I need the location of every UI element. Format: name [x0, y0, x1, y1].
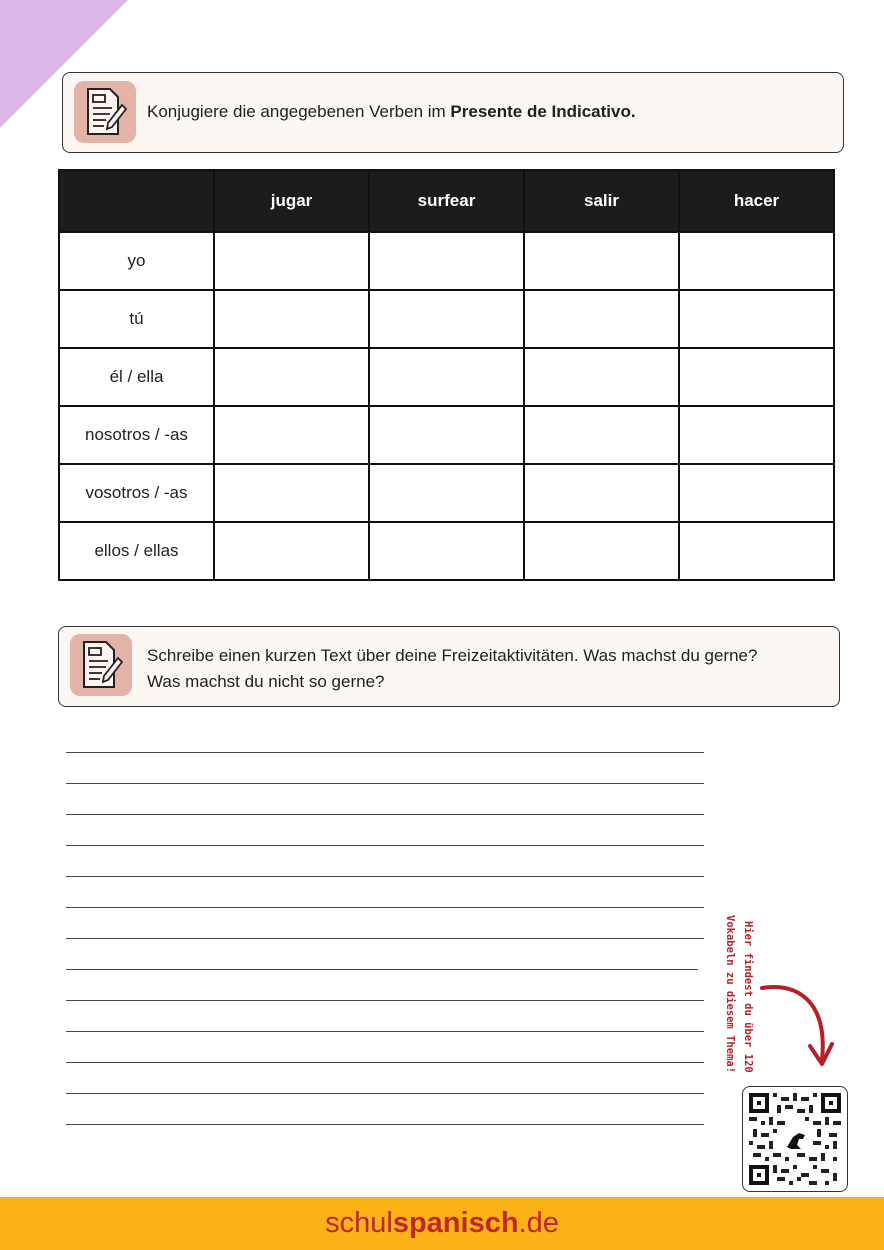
writing-line[interactable] [66, 1093, 704, 1094]
answer-cell[interactable] [679, 348, 834, 406]
table-row [59, 232, 834, 290]
answer-cell[interactable] [214, 348, 369, 406]
table-row [59, 348, 834, 406]
task-box-writing [58, 626, 840, 707]
writing-line[interactable] [66, 1000, 704, 1001]
answer-cell[interactable] [369, 406, 524, 464]
writing-line[interactable] [66, 1062, 704, 1063]
qr-code[interactable] [742, 1086, 848, 1192]
task-box-conjugate [62, 72, 844, 153]
answer-cell[interactable] [214, 290, 369, 348]
table-row [59, 464, 834, 522]
writing-line[interactable] [66, 1124, 704, 1125]
qr-hint-note [722, 915, 762, 1080]
writing-line[interactable] [66, 969, 698, 970]
answer-cell[interactable] [214, 406, 369, 464]
header-cell-verb: jugar [214, 170, 369, 232]
table-header-row [59, 170, 834, 232]
task-instruction: Konjugiere die angegebenen Verben im Presente de Indicativo. [147, 102, 636, 121]
pronoun-cell: vosotros / -as [59, 464, 214, 522]
answer-cell[interactable] [679, 406, 834, 464]
writing-line[interactable] [66, 783, 704, 784]
writing-line[interactable] [66, 938, 704, 939]
pronoun-cell: yo [59, 232, 214, 290]
qr-code-icon [749, 1093, 841, 1185]
answer-cell[interactable] [369, 232, 524, 290]
task-instruction [147, 643, 757, 695]
writing-line[interactable] [66, 1031, 704, 1032]
answer-cell[interactable] [369, 348, 524, 406]
pronoun-cell: tú [59, 290, 214, 348]
header-cell-empty [59, 170, 214, 232]
writing-line[interactable] [66, 907, 704, 908]
writing-line[interactable] [66, 876, 704, 877]
pronoun-cell: ellos / ellas [59, 522, 214, 580]
pronoun-cell: nosotros / -as [59, 406, 214, 464]
answer-cell[interactable] [214, 232, 369, 290]
brand-part: .de [518, 1207, 559, 1239]
answer-cell[interactable] [369, 464, 524, 522]
table-row [59, 406, 834, 464]
answer-cell[interactable] [369, 522, 524, 580]
answer-cell[interactable] [524, 406, 679, 464]
task-instruction-line: Schreibe einen kurzen Text über deine Freizeitaktivitäten. Was machst du gerne? [147, 646, 758, 665]
writing-line[interactable] [66, 752, 704, 753]
answer-cell[interactable] [524, 464, 679, 522]
worksheet-icon [74, 81, 136, 143]
answer-cell[interactable] [214, 464, 369, 522]
table-row [59, 290, 834, 348]
answer-cell[interactable] [679, 522, 834, 580]
table-row [59, 522, 834, 580]
header-cell-verb: surfear [369, 170, 524, 232]
task-instruction-line: Was machst du nicht so gerne? [147, 672, 385, 691]
answer-cell[interactable] [679, 464, 834, 522]
brand-part-bold: spanisch [392, 1207, 519, 1239]
writing-line[interactable] [66, 845, 704, 846]
answer-cell[interactable] [214, 522, 369, 580]
brand-part: schul [325, 1207, 393, 1239]
conjugation-table [58, 169, 835, 581]
answer-cell[interactable] [524, 348, 679, 406]
answer-cell[interactable] [524, 290, 679, 348]
pronoun-cell: él / ella [59, 348, 214, 406]
writing-line[interactable] [66, 814, 704, 815]
header-cell-verb: hacer [679, 170, 834, 232]
qr-hint-line: Vokabeln zu diesem Thema! [724, 915, 736, 1074]
header-cell-verb: salir [524, 170, 679, 232]
answer-cell[interactable] [679, 232, 834, 290]
answer-cell[interactable] [524, 232, 679, 290]
answer-cell[interactable] [369, 290, 524, 348]
answer-cell[interactable] [524, 522, 679, 580]
answer-cell[interactable] [679, 290, 834, 348]
curved-arrow-icon [758, 982, 838, 1074]
worksheet-icon [70, 634, 132, 696]
footer-brand [0, 1197, 884, 1250]
qr-hint-line: Hier findest du über 120 [742, 921, 754, 1073]
